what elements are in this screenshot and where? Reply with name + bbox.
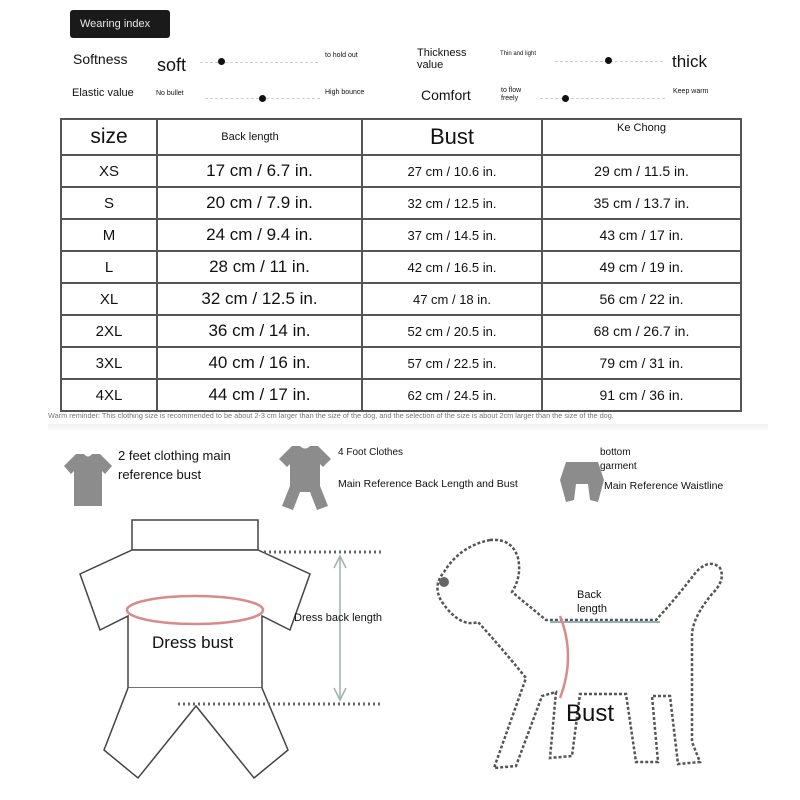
four-foot-clothes-icon [276,444,334,512]
dress-legs [104,688,288,778]
header-size: size [61,119,157,155]
table-row [61,187,741,219]
cell-bust: 57 cm / 22.5 in. [362,347,542,379]
elastic-label: Elastic value [72,87,134,99]
cell-size: 3XL [61,347,157,379]
cell-bust: 62 cm / 24.5 in. [362,379,542,411]
cell-ke-chong: 68 cm / 26.7 in. [542,315,741,347]
softness-right-label: to hold out [325,52,358,59]
dress-body [80,550,310,688]
thickness-right-label: thick [672,52,707,71]
table-row [61,155,741,187]
table-row [61,315,741,347]
bottom-garment-title: bottom garment [600,447,637,472]
cell-back-length: 36 cm / 14 in. [157,315,362,347]
bottom-garment-icon [558,460,606,504]
table-row [61,251,741,283]
four-foot-reference: Main Reference Back Length and Bust [338,478,518,490]
four-foot-title: 4 Foot Clothes [338,447,404,458]
table-row [61,283,741,315]
dog-outline [437,540,721,768]
cell-ke-chong: 79 cm / 31 in. [542,347,741,379]
two-feet-shirt-icon [62,452,114,508]
cell-bust: 37 cm / 14.5 in. [362,219,542,251]
dog-diagram [430,536,730,798]
softness-left-label: soft [157,55,187,75]
dog-nose [439,577,449,587]
cell-bust: 27 cm / 10.6 in. [362,155,542,187]
cell-ke-chong: 49 cm / 19 in. [542,251,741,283]
cell-back-length: 32 cm / 12.5 in. [157,283,362,315]
dress-collar [132,520,258,550]
cell-size: 4XL [61,379,157,411]
divider [48,424,768,430]
cell-bust: 42 cm / 16.5 in. [362,251,542,283]
header-bust: Bust [362,119,542,155]
bottom-garment-reference: Main Reference Waistline [604,480,724,492]
thickness-label: Thickness value [417,47,467,71]
dog-back-length-label: Back length [577,589,607,615]
header-back-length-text: Back length [221,130,279,143]
warm-reminder-text: Warm reminder: This clothing size is recommended to be about 2-3 cm larger than the size of the dog, and the selection of the size is about 2cm larger than the size of the dog. [48,411,614,420]
cell-size: M [61,219,157,251]
cell-back-length: 28 cm / 11 in. [157,251,362,283]
two-feet-legend-text: 2 feet clothing main reference bust [118,448,231,482]
cell-ke-chong: 29 cm / 11.5 in. [542,155,741,187]
table-row [61,379,741,411]
cell-ke-chong: 43 cm / 17 in. [542,219,741,251]
cell-back-length: 17 cm / 6.7 in. [157,155,362,187]
elastic-marker [259,95,266,102]
comfort-track [540,98,665,100]
header-ke-chong: Ke Chong [542,119,741,155]
comfort-marker [562,95,569,102]
table-row [61,347,741,379]
comfort-label: Comfort [421,87,471,103]
softness-marker [218,58,225,65]
dog-bust-label: Bust [566,700,615,727]
cell-ke-chong: 91 cm / 36 in. [542,379,741,411]
comfort-right-label: Keep warm [673,88,709,95]
size-chart-table [60,118,742,412]
dress-diagram [78,516,390,800]
cell-back-length: 40 cm / 16 in. [157,347,362,379]
cell-bust: 47 cm / 18 in. [362,283,542,315]
cell-back-length: 24 cm / 9.4 in. [157,219,362,251]
cell-ke-chong: 35 cm / 13.7 in. [542,187,741,219]
dress-back-length-label: Dress back length [294,612,383,624]
elastic-left-label: No bullet [156,90,184,97]
table-header-row [61,119,741,155]
cell-size: S [61,187,157,219]
cell-back-length: 20 cm / 7.9 in. [157,187,362,219]
cell-size: L [61,251,157,283]
cell-bust: 52 cm / 20.5 in. [362,315,542,347]
thickness-marker [605,57,612,64]
wearing-index-badge: Wearing index [70,10,170,38]
dress-bust-label: Dress bust [152,633,234,652]
table-row [61,219,741,251]
softness-label: Softness [73,51,128,67]
cell-size: 2XL [61,315,157,347]
cell-size: XL [61,283,157,315]
cell-ke-chong: 56 cm / 22 in. [542,283,741,315]
cell-bust: 32 cm / 12.5 in. [362,187,542,219]
cell-back-length: 44 cm / 17 in. [157,379,362,411]
cell-size: XS [61,155,157,187]
thickness-left-label: Thin and light [500,51,537,57]
header-back-length [157,119,362,155]
elastic-right-label: High bounce [325,89,365,96]
comfort-left-label: to flow freely [501,87,522,102]
